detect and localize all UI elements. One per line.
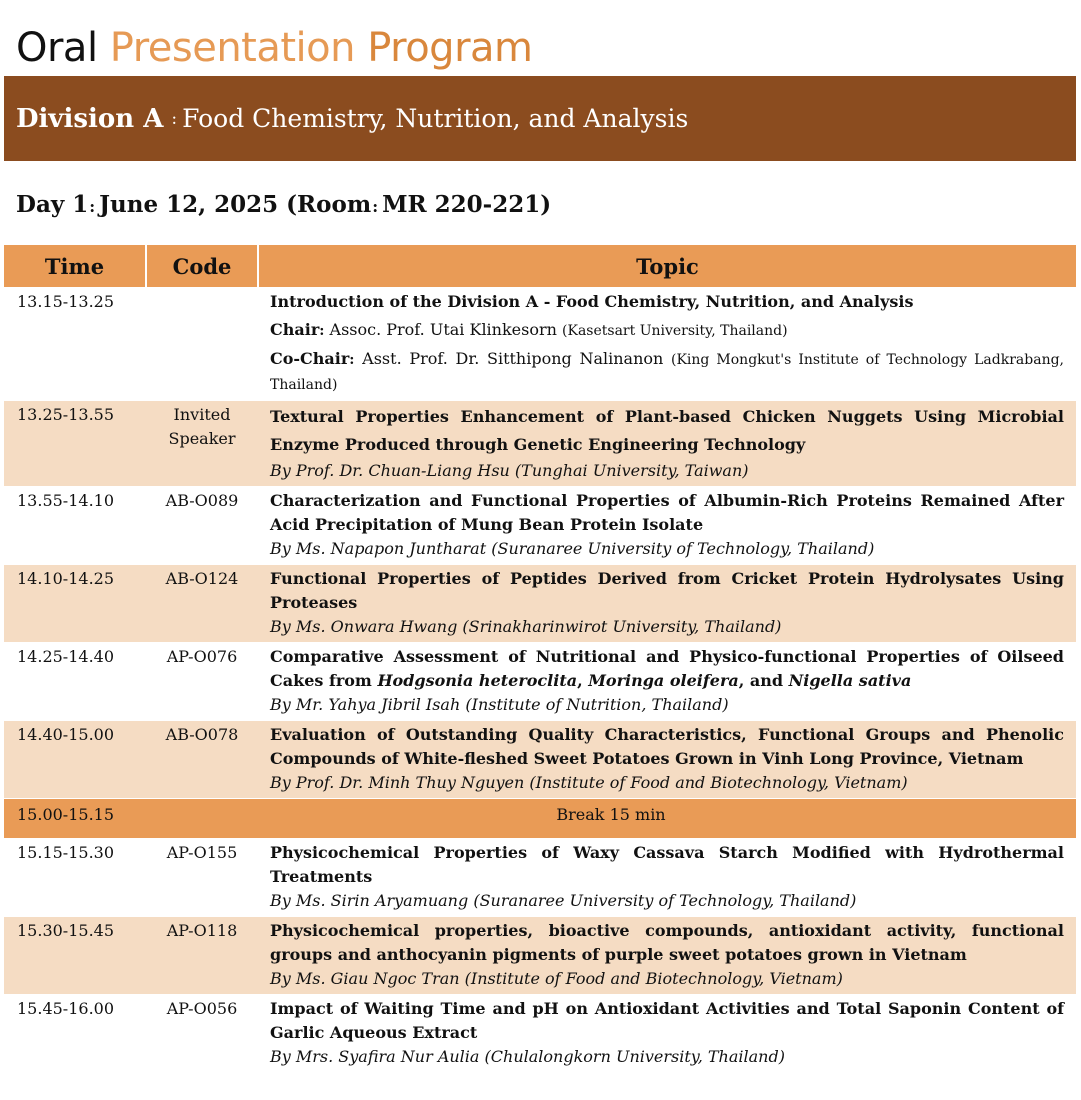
row-topic bbox=[258, 995, 1076, 1073]
cochair-name: Asst. Prof. Dr. Sitthipong Nalinanon bbox=[362, 349, 664, 368]
presenter-name: By Ms. Giau Ngoc Tran bbox=[270, 969, 460, 988]
row-topic bbox=[258, 288, 1076, 401]
row-title: Functional Properties of Peptides Derived from Cricket Protein Hydrolysates Using Proteases bbox=[270, 569, 1064, 612]
row-topic bbox=[258, 401, 1076, 487]
day-colon: : bbox=[89, 197, 96, 216]
room-value: MR 220-221) bbox=[382, 191, 552, 218]
chair-line bbox=[270, 318, 1064, 343]
species-2: Moringa oleifera bbox=[588, 671, 739, 690]
presenter-affiliation: (Institute of Nutrition, Thailand) bbox=[465, 695, 729, 714]
presenter-name: By Mrs. Syafira Nur Aulia bbox=[270, 1047, 480, 1066]
title-part3: Program bbox=[367, 25, 533, 71]
presenter-name: By Ms. Sirin Aryamuang bbox=[270, 891, 469, 910]
row-time: 15.00-15.15 bbox=[4, 799, 146, 839]
division-name: Division A bbox=[16, 103, 164, 134]
row-presenter bbox=[270, 771, 1064, 795]
break-row bbox=[4, 799, 1076, 839]
division-topic: Food Chemistry, Nutrition, and Analysis bbox=[182, 104, 689, 133]
header-code: Code bbox=[146, 245, 258, 288]
row-presenter bbox=[270, 459, 1064, 483]
row-code: AP-O118 bbox=[146, 917, 258, 995]
room-colon: : bbox=[372, 197, 379, 216]
table-row bbox=[4, 995, 1076, 1073]
row-presenter bbox=[270, 967, 1064, 991]
title-text: Comparative Assessment of Nutritional and Physico-functional Properties of Oilseed Cakes from bbox=[270, 647, 1064, 690]
table-row bbox=[4, 401, 1076, 487]
table-row bbox=[4, 565, 1076, 643]
day-date: June 12, 2025 bbox=[99, 191, 279, 218]
row-title: Impact of Waiting Time and pH on Antioxidant Activities and Total Saponin Content of Garlic Aqueous Extract bbox=[270, 999, 1064, 1042]
header-topic: Topic bbox=[258, 245, 1076, 288]
row-topic bbox=[258, 839, 1076, 917]
row-code: AP-O056 bbox=[146, 995, 258, 1073]
row-code bbox=[146, 288, 258, 401]
title-part2: Presentation bbox=[109, 25, 355, 71]
title-sep-2: , and bbox=[738, 671, 789, 690]
row-time: 15.15-15.30 bbox=[4, 839, 146, 917]
row-presenter bbox=[270, 615, 1064, 639]
row-topic bbox=[258, 565, 1076, 643]
day-label: Day 1 bbox=[16, 191, 89, 218]
page-title bbox=[16, 22, 533, 74]
presenter-affiliation: (Chulalongkorn University, Thailand) bbox=[484, 1047, 785, 1066]
row-time: 13.15-13.25 bbox=[4, 288, 146, 401]
row-code: AP-O155 bbox=[146, 839, 258, 917]
presenter-affiliation: (Srinakharinwirot University, Thailand) bbox=[462, 617, 782, 636]
title-part1: Oral bbox=[16, 25, 98, 71]
table-row bbox=[4, 839, 1076, 917]
row-code: AB-O078 bbox=[146, 721, 258, 799]
table-header-row bbox=[4, 245, 1076, 288]
division-banner bbox=[4, 76, 1076, 161]
title-sep-1: , bbox=[577, 671, 589, 690]
cochair-affiliation: (King Mongkut's Institute of Technology Ladkrabang, Thailand) bbox=[270, 352, 1064, 393]
row-topic bbox=[258, 487, 1076, 565]
row-topic bbox=[258, 721, 1076, 799]
cochair-label: Co-Chair bbox=[270, 349, 350, 368]
presenter-name: By Ms. Onwara Hwang bbox=[270, 617, 458, 636]
table-row bbox=[4, 721, 1076, 799]
table-row bbox=[4, 643, 1076, 721]
presenter-affiliation: (Suranaree University of Technology, Thailand) bbox=[473, 891, 857, 910]
chair-affiliation: (Kasetsart University, Thailand) bbox=[562, 323, 788, 339]
chair-name: Assoc. Prof. Utai Klinkesorn bbox=[329, 320, 557, 339]
row-title bbox=[270, 645, 1064, 693]
row-title: Introduction of the Division A - Food Chemistry, Nutrition, and Analysis bbox=[270, 292, 914, 311]
presenter-name: By Ms. Napapon Juntharat bbox=[270, 539, 487, 558]
row-time: 15.30-15.45 bbox=[4, 917, 146, 995]
row-title: Physicochemical Properties of Waxy Cassava Starch Modified with Hydrothermal Treatments bbox=[270, 843, 1064, 886]
presenter-affiliation: (Institute of Food and Biotechnology, Vietnam) bbox=[464, 969, 843, 988]
chair-label: Chair bbox=[270, 320, 320, 339]
break-label: Break 15 min bbox=[146, 799, 1076, 839]
row-time: 15.45-16.00 bbox=[4, 995, 146, 1073]
presenter-name: By Mr. Yahya Jibril Isah bbox=[270, 695, 461, 714]
presenter-affiliation: (Institute of Food and Biotechnology, Vietnam) bbox=[529, 773, 908, 792]
row-title: Textural Properties Enhancement of Plant-based Chicken Nuggets Using Microbial Enzyme Produced through Genetic Engineering Technology bbox=[270, 407, 1064, 454]
row-presenter bbox=[270, 889, 1064, 913]
table-row bbox=[4, 288, 1076, 401]
row-time: 13.25-13.55 bbox=[4, 401, 146, 487]
row-time: 14.40-15.00 bbox=[4, 721, 146, 799]
row-code: Invited Speaker bbox=[146, 401, 258, 487]
cochair-line bbox=[270, 347, 1064, 397]
row-time: 13.55-14.10 bbox=[4, 487, 146, 565]
row-code: AP-O076 bbox=[146, 643, 258, 721]
presenter-affiliation: (Tunghai University, Taiwan) bbox=[514, 461, 749, 480]
division-colon: : bbox=[171, 108, 178, 129]
table-row bbox=[4, 487, 1076, 565]
row-presenter bbox=[270, 537, 1064, 561]
day-heading bbox=[16, 190, 551, 222]
row-topic bbox=[258, 643, 1076, 721]
row-title: Characterization and Functional Properties of Albumin-Rich Proteins Remained After Acid Precipitation of Mung Bean Protein Isolate bbox=[270, 491, 1064, 534]
header-time: Time bbox=[4, 245, 146, 288]
row-presenter bbox=[270, 1045, 1064, 1069]
room-open: (Room bbox=[286, 191, 372, 218]
table-row bbox=[4, 917, 1076, 995]
program-table bbox=[4, 245, 1076, 1072]
row-title: Physicochemical properties, bioactive compounds, antioxidant activity, functional groups and anthocyanin pigments of purple sweet potatoes grown in Vietnam bbox=[270, 921, 1064, 964]
species-1: Hodgsonia heteroclita bbox=[377, 671, 578, 690]
row-time: 14.25-14.40 bbox=[4, 643, 146, 721]
row-topic bbox=[258, 917, 1076, 995]
chair-colon: : bbox=[319, 323, 325, 339]
species-3: Nigella sativa bbox=[788, 671, 912, 690]
row-code: AB-O124 bbox=[146, 565, 258, 643]
row-presenter bbox=[270, 693, 1064, 717]
presenter-affiliation: (Suranaree University of Technology, Thailand) bbox=[491, 539, 875, 558]
cochair-colon: : bbox=[349, 352, 355, 368]
presenter-name: By Prof. Dr. Chuan-Liang Hsu bbox=[270, 461, 510, 480]
presenter-name: By Prof. Dr. Minh Thuy Nguyen bbox=[270, 773, 525, 792]
row-code: AB-O089 bbox=[146, 487, 258, 565]
row-time: 14.10-14.25 bbox=[4, 565, 146, 643]
row-title: Evaluation of Outstanding Quality Characteristics, Functional Groups and Phenolic Compounds of White-fleshed Sweet Potatoes Grown in Vinh Long Province, Vietnam bbox=[270, 725, 1064, 768]
